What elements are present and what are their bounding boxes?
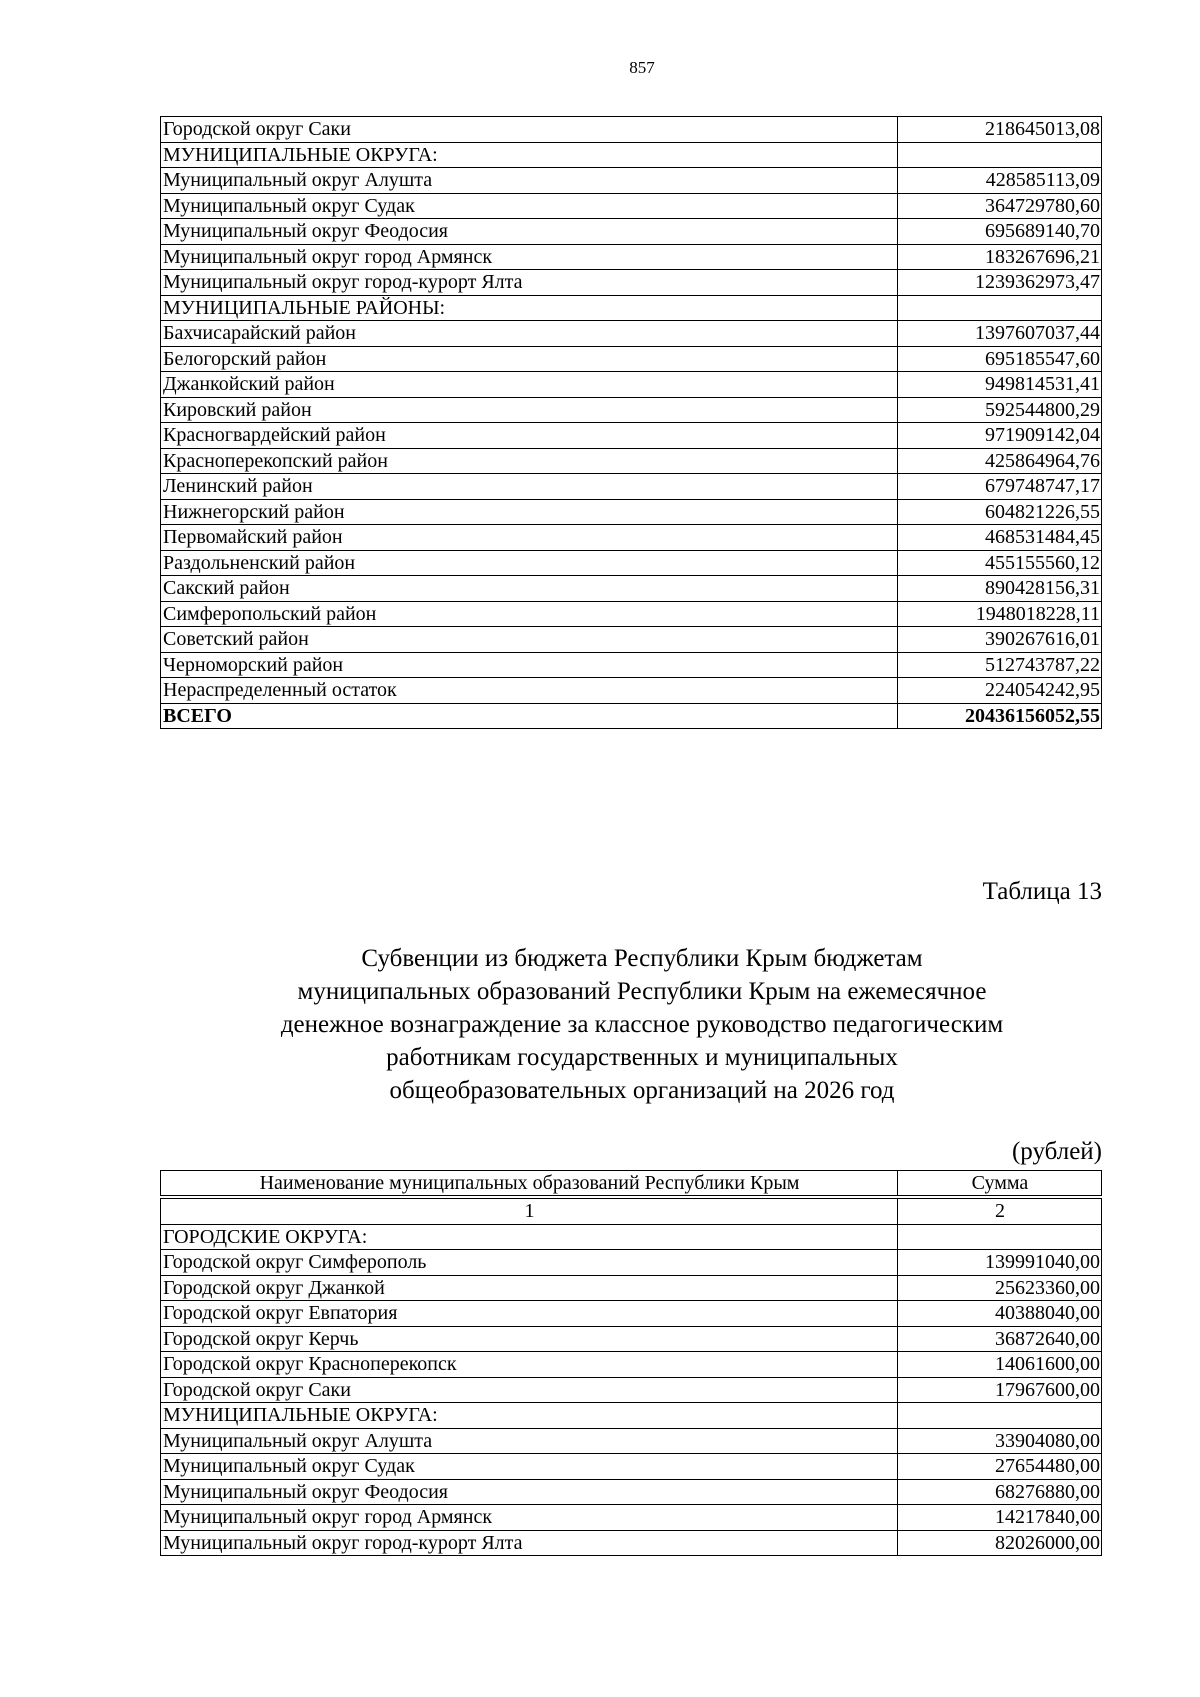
row-value: 27654480,00 [898, 1454, 1102, 1480]
row-name: Раздольненский район [161, 550, 898, 576]
table-row [161, 601, 1102, 627]
table-row [161, 1530, 1102, 1556]
total-label: ВСЕГО [161, 703, 898, 729]
previous-table-continuation [160, 116, 1102, 729]
row-value: 512743787,22 [898, 652, 1102, 678]
title-line: муниципальных образований Республики Крым на ежемесячное [297, 978, 987, 1005]
row-name: Городской округ Красноперекопск [161, 1352, 898, 1378]
row-name: Муниципальный округ Судак [161, 1454, 898, 1480]
row-name: Первомайский район [161, 525, 898, 551]
row-name: Городской округ Джанкой [161, 1275, 898, 1301]
row-name: Джанкойский район [161, 372, 898, 398]
row-value: 224054242,95 [898, 678, 1102, 704]
row-name: Кировский район [161, 397, 898, 423]
table-row [161, 219, 1102, 245]
table-row [161, 1428, 1102, 1454]
header-row [161, 1171, 1102, 1198]
row-name: Красноперекопский район [161, 448, 898, 474]
table-row [161, 1224, 1102, 1250]
table-row [161, 448, 1102, 474]
row-value: 592544800,29 [898, 397, 1102, 423]
row-value [898, 295, 1102, 321]
row-value: 679748747,17 [898, 474, 1102, 500]
title-line: денежное вознаграждение за классное руководство педагогическим [280, 1011, 1004, 1038]
row-name: Нижнегорский район [161, 499, 898, 525]
row-name: Симферопольский район [161, 601, 898, 627]
row-value: 36872640,00 [898, 1326, 1102, 1352]
row-value [898, 142, 1102, 168]
row-value [898, 1403, 1102, 1429]
total-row [161, 703, 1102, 729]
row-name: Сакский район [161, 576, 898, 602]
title-line: работникам государственных и муниципальных [386, 1044, 898, 1071]
table-row [161, 397, 1102, 423]
row-value: 455155560,12 [898, 550, 1102, 576]
table-label: Таблица 13 [982, 878, 1102, 905]
table-row [161, 652, 1102, 678]
table-row [161, 1454, 1102, 1480]
header-name: Наименование муниципальных образований Республики Крым [161, 1171, 898, 1198]
table-row [161, 550, 1102, 576]
table-row [161, 1479, 1102, 1505]
row-name: ГОРОДСКИЕ ОКРУГА: [161, 1224, 898, 1250]
row-name: Муниципальный округ город Армянск [161, 244, 898, 270]
row-value: 14217840,00 [898, 1505, 1102, 1531]
table-row [161, 499, 1102, 525]
row-name: Муниципальный округ город-курорт Ялта [161, 1530, 898, 1556]
row-value: 390267616,01 [898, 627, 1102, 653]
row-value: 17967600,00 [898, 1377, 1102, 1403]
row-name: Муниципальный округ Судак [161, 193, 898, 219]
header-sum: Сумма [898, 1171, 1102, 1198]
row-value: 949814531,41 [898, 372, 1102, 398]
row-name: Черноморский район [161, 652, 898, 678]
row-name: МУНИЦИПАЛЬНЫЕ РАЙОНЫ: [161, 295, 898, 321]
title-line: общеобразовательных организаций на 2026 год [389, 1077, 895, 1104]
table-row [161, 474, 1102, 500]
row-name: Городской округ Саки [161, 1377, 898, 1403]
row-value: 468531484,45 [898, 525, 1102, 551]
row-value: 14061600,00 [898, 1352, 1102, 1378]
table-row [161, 244, 1102, 270]
row-value: 604821226,55 [898, 499, 1102, 525]
row-name: Городской округ Керчь [161, 1326, 898, 1352]
row-value: 428585113,09 [898, 168, 1102, 194]
table-row [161, 321, 1102, 347]
title-line: Субвенции из бюджета Республики Крым бюджетам [361, 945, 923, 972]
table-row [161, 678, 1102, 704]
table-row [161, 1275, 1102, 1301]
row-name: Муниципальный округ Феодосия [161, 219, 898, 245]
table-row [161, 1403, 1102, 1429]
row-name: Красногвардейский район [161, 423, 898, 449]
total-value: 20436156052,55 [898, 703, 1102, 729]
table-row [161, 295, 1102, 321]
table-row [161, 1326, 1102, 1352]
row-value: 183267696,21 [898, 244, 1102, 270]
row-name: МУНИЦИПАЛЬНЫЕ ОКРУГА: [161, 142, 898, 168]
row-value: 971909142,04 [898, 423, 1102, 449]
row-value: 82026000,00 [898, 1530, 1102, 1556]
row-value: 1239362973,47 [898, 270, 1102, 296]
table-row [161, 142, 1102, 168]
column-number-row [161, 1197, 1102, 1224]
row-value [898, 1224, 1102, 1250]
column-number: 1 [161, 1197, 898, 1224]
row-name: МУНИЦИПАЛЬНЫЕ ОКРУГА: [161, 1403, 898, 1429]
row-value: 1948018228,11 [898, 601, 1102, 627]
table-row [161, 117, 1102, 143]
table-row [161, 168, 1102, 194]
row-name: Ленинский район [161, 474, 898, 500]
table-row [161, 372, 1102, 398]
row-name: Муниципальный округ Феодосия [161, 1479, 898, 1505]
row-value: 364729780,60 [898, 193, 1102, 219]
row-value: 425864964,76 [898, 448, 1102, 474]
subventions-table [160, 1170, 1102, 1556]
row-name: Нераспределенный остаток [161, 678, 898, 704]
row-name: Муниципальный округ город-курорт Ялта [161, 270, 898, 296]
row-name: Муниципальный округ Алушта [161, 1428, 898, 1454]
row-value: 25623360,00 [898, 1275, 1102, 1301]
row-name: Городской округ Саки [161, 117, 898, 143]
row-name: Городской округ Симферополь [161, 1250, 898, 1276]
row-value: 68276880,00 [898, 1479, 1102, 1505]
row-value: 33904080,00 [898, 1428, 1102, 1454]
row-value: 40388040,00 [898, 1301, 1102, 1327]
row-value: 218645013,08 [898, 117, 1102, 143]
row-name: Муниципальный округ город Армянск [161, 1505, 898, 1531]
table-row [161, 1352, 1102, 1378]
table-row [161, 270, 1102, 296]
table-row [161, 525, 1102, 551]
row-name: Муниципальный округ Алушта [161, 168, 898, 194]
page-number: 857 [629, 58, 655, 77]
unit-label: (рублей) [1011, 1138, 1102, 1165]
table-row [161, 346, 1102, 372]
table-row [161, 1250, 1102, 1276]
row-name: Советский район [161, 627, 898, 653]
row-name: Белогорский район [161, 346, 898, 372]
row-value: 1397607037,44 [898, 321, 1102, 347]
table-row [161, 1301, 1102, 1327]
table-row [161, 193, 1102, 219]
column-number: 2 [898, 1197, 1102, 1224]
row-value: 695185547,60 [898, 346, 1102, 372]
row-value: 890428156,31 [898, 576, 1102, 602]
table-row [161, 1377, 1102, 1403]
table-row [161, 576, 1102, 602]
row-value: 695689140,70 [898, 219, 1102, 245]
table-title [160, 942, 1124, 1107]
table-row [161, 627, 1102, 653]
table-row [161, 423, 1102, 449]
row-name: Бахчисарайский район [161, 321, 898, 347]
row-name: Городской округ Евпатория [161, 1301, 898, 1327]
row-value: 139991040,00 [898, 1250, 1102, 1276]
table-row [161, 1505, 1102, 1531]
